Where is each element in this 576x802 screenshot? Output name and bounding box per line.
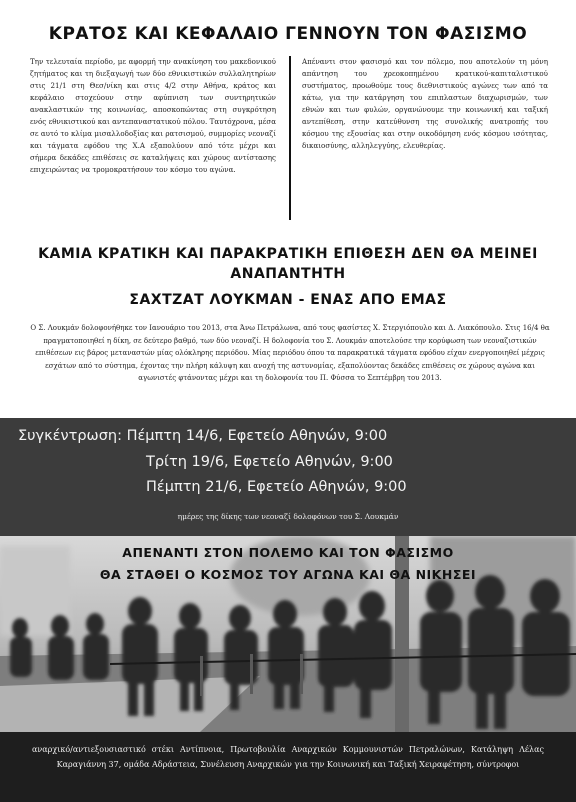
middle-headline-line1: ΚΑΜΙΑ ΚΡΑΤΙΚΗ ΚΑΙ ΠΑΡΑΚΡΑΤΙΚΗ ΕΠΙΘΕΣΗ ΔΕΝ ΘΑ ΜΕΙΝΕΙ [38, 246, 538, 262]
protest-photo-illustration [0, 536, 576, 732]
middle-headline-line3: ΣΑΧΤΖΑΤ ΛΟΥΚΜΑΝ - ΕΝΑΣ ΑΠΟ ΕΜΑΣ [129, 292, 447, 308]
gathering-subtitle: ημέρες της δίκης των νεοναζί δολοφόνων του Σ. Λουκμάν [177, 512, 399, 521]
middle-headline-line2: ΑΝΑΠΑΝΤΗΤΗ [230, 266, 346, 282]
gathering-date-1: Συγκέντρωση: Πέμπτη 14/6, Εφετείο Αθηνών, 9:00 [18, 428, 388, 444]
gathering-band [0, 418, 576, 536]
footer-band [0, 732, 576, 802]
gathering-date-3: Πέμπτη 21/6, Εφετείο Αθηνών, 9:00 [146, 479, 407, 495]
footer-signatories: αναρχικό/αντιεξουσιαστικό στέκι Αντίπνοια, Πρωτοβουλία Αναρχικών Κομμουνιστών Πετραλώνων, Κατάληψη Λέλας Καραγιάννη 37, ομάδα Αδράστεια, Συνέλευση Αναρχικών για την Κοινωνική και Ταξική Χειραφέτηση, σύντροφοι [32, 745, 544, 769]
intro-left-paragraph: Την τελευταία περίοδο, με αφορμή την ανακίνηση του μακεδονικού ζητήματος και τη διεξαγωγή των δύο εθνικιστικών συλλαλητηρίων στις 21/1 στη Θεσ/νίκη και στις 4/2 στην Αθήνα, κράτος και κεφάλαιο στοχεύουν στην αφύπνιση των συντηρητικών ανακλαστικών της κοινωνίας, αποσκοπώντας στη συγκρότηση ενός εθνικιστικού και αντεπαναστατικού πόλου. Ταυτόχρονα, μέσα σε αυτό το κλίμα μισαλλοδοξίας και ρατσισμού, συμμορίες νεοναζί και τάγματα εφόδου της Χ.Α εξαπολύουν από τότε μέχρι και σήμερα δεκάδες επιθέσεις σε καταλήψεις και χώρους αντίστασης επιχειρώντας να τρομοκρατήσουν τον κόσμο του αγώνα. [30, 57, 276, 174]
gathering-date-2: Τρίτη 19/6, Εφετείο Αθηνών, 9:00 [146, 454, 393, 470]
photo-caption-line2: ΘΑ ΣΤΑΘΕΙ Ο ΚΟΣΜΟΣ ΤΟΥ ΑΓΩΝΑ ΚΑΙ ΘΑ ΝΙΚΗΣΕΙ [99, 567, 477, 582]
photo-caption-line1: ΑΠΕΝΑΝΤΙ ΣΤΟΝ ΠΟΛΕΜΟ ΚΑΙ ΤΟΝ ΦΑΣΙΣΜΟ [122, 545, 454, 560]
column-divider [289, 56, 291, 220]
intro-right-paragraph: Απέναντι στον φασισμό και τον πόλεμο, που αποτελούν τη μόνη απάντηση του χρεοκοπημένου κρατικού-καπιταλιστικού συστήματος, προωθούμε τους διεθνιστικούς αγώνες των από τα κάτω, για την κατάργηση του επιπλαστων διαχωρισμών, των εθνών και των φυλών, οργανώνουμε την κοινωνική και ταξική αντεπίθεση, στην κατεύθυνση της συνολικής ανατροπής του κόσμου της εξουσίας και στην οικοδόμηση ενός κόσμου ισότητας, δικαιοσύνης, αλληλεγγύης, ελευθερίας. [302, 57, 548, 150]
middle-body-paragraph: Ο Σ. Λουκμάν δολοφονήθηκε τον Ιανουάριο του 2013, στα Άνω Πετράλωνα, από τους φασίστες Χ. Στεργιόπουλο και Δ. Λιακόπουλο. Στις 16/4 θα πραγματοποιηθεί η δίκη, σε δεύτερο βαθμό, των δύο νεοναζί. Η δολοφονία του Σ. Λουκμάν αποτελούσε την κορύφωση των νεοναζιστικών επιθέσεων εις βάρος μεταναστών μίας ολόκληρης περιόδου. Μίας περιόδου όπου τα παρακρατικά τάγματα εφόδου είχαν ενεργοποιηθεί μέχρις εσχάτων από το σύστημα, έχοντας την πλήρη κάλυψη και ανοχή της αστυνομίας, εξαπολύοντας δεκάδες επιθέσεις σε χώρους αγώνα και αγωνιστές φτάνοντας μέχρι και τη δολοφονία του Π. Φύσσα το Σεπτέμβρη του 2013. [30, 324, 550, 382]
main-headline: ΚΡΑΤΟΣ ΚΑΙ ΚΕΦΑΛΑΙΟ ΓΕΝΝΟΥΝ ΤΟΝ ΦΑΣΙΣΜΟ [48, 24, 528, 44]
protest-photo [0, 536, 576, 732]
